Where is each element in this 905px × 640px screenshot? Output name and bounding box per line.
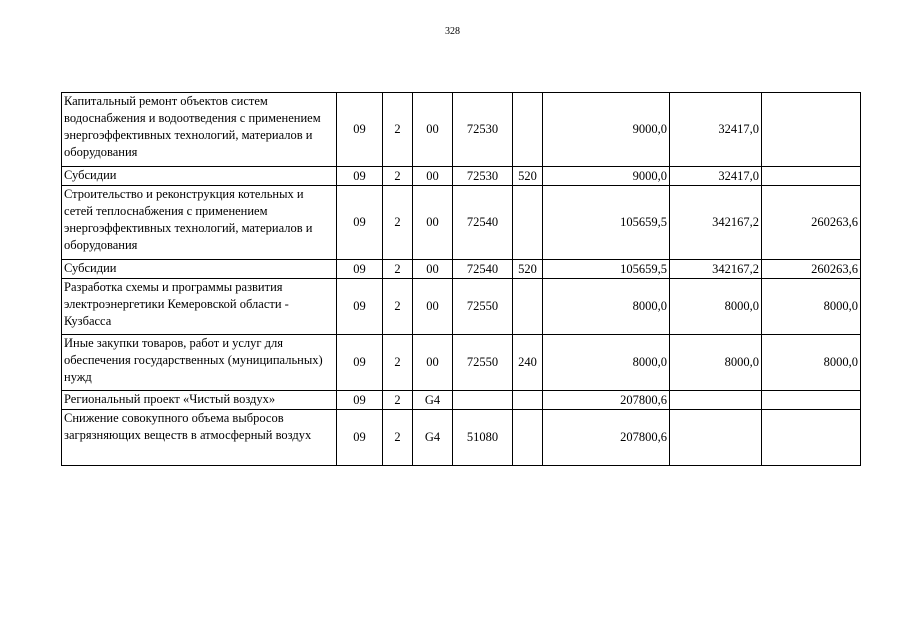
cell-year-1: 105659,5 — [543, 186, 670, 260]
cell-program: 2 — [383, 260, 413, 279]
row-name: Иные закупки товаров, работ и услуг для обеспечения государственных (муниципальных) нужд — [62, 335, 337, 391]
row-name: Строительство и реконструкция котельных и сетей теплоснабжения с применением энергоэффективных технологий, материалов и оборудования — [62, 186, 337, 260]
cell-program: 2 — [383, 186, 413, 260]
row-name: Капитальный ремонт объектов систем водоснабжения и водоотведения с применением энергоэффективных технологий, материалов и оборудования — [62, 93, 337, 167]
cell-direction — [453, 391, 513, 410]
cell-section: 09 — [337, 186, 383, 260]
row-name: Субсидии — [62, 260, 337, 279]
cell-program: 2 — [383, 391, 413, 410]
cell-year-1: 9000,0 — [543, 167, 670, 186]
cell-year-2: 8000,0 — [670, 279, 762, 335]
cell-year-3 — [762, 410, 861, 466]
cell-year-1: 105659,5 — [543, 260, 670, 279]
cell-year-1: 8000,0 — [543, 335, 670, 391]
table-row — [62, 335, 861, 391]
cell-section: 09 — [337, 93, 383, 167]
cell-year-2: 342167,2 — [670, 186, 762, 260]
row-name: Региональный проект «Чистый воздух» — [62, 391, 337, 410]
cell-section: 09 — [337, 167, 383, 186]
cell-expense-type — [513, 391, 543, 410]
cell-year-1: 9000,0 — [543, 93, 670, 167]
cell-year-3 — [762, 93, 861, 167]
cell-year-1: 207800,6 — [543, 391, 670, 410]
cell-expense-type: 520 — [513, 260, 543, 279]
cell-year-2: 342167,2 — [670, 260, 762, 279]
cell-program: 2 — [383, 335, 413, 391]
cell-year-2: 32417,0 — [670, 93, 762, 167]
budget-table-body — [62, 93, 861, 466]
cell-direction: 72550 — [453, 335, 513, 391]
cell-direction: 72540 — [453, 186, 513, 260]
cell-subprogram: 00 — [413, 167, 453, 186]
cell-year-2: 8000,0 — [670, 335, 762, 391]
cell-subprogram: G4 — [413, 410, 453, 466]
cell-direction: 72540 — [453, 260, 513, 279]
cell-year-3: 260263,6 — [762, 186, 861, 260]
cell-program: 2 — [383, 279, 413, 335]
cell-expense-type — [513, 279, 543, 335]
cell-expense-type — [513, 410, 543, 466]
cell-subprogram: 00 — [413, 279, 453, 335]
cell-expense-type — [513, 186, 543, 260]
cell-section: 09 — [337, 260, 383, 279]
table-row — [62, 260, 861, 279]
row-name: Субсидии — [62, 167, 337, 186]
cell-section: 09 — [337, 335, 383, 391]
cell-subprogram: 00 — [413, 260, 453, 279]
cell-year-3 — [762, 167, 861, 186]
table-row — [62, 93, 861, 167]
cell-year-1: 207800,6 — [543, 410, 670, 466]
cell-year-1: 8000,0 — [543, 279, 670, 335]
row-name: Снижение совокупного объема выбросов загрязняющих веществ в атмосферный воздух — [62, 410, 337, 466]
cell-year-3 — [762, 391, 861, 410]
cell-subprogram: 00 — [413, 335, 453, 391]
cell-year-3: 8000,0 — [762, 335, 861, 391]
cell-direction: 51080 — [453, 410, 513, 466]
cell-subprogram: 00 — [413, 93, 453, 167]
cell-expense-type — [513, 93, 543, 167]
table-row — [62, 410, 861, 466]
cell-year-2 — [670, 410, 762, 466]
cell-year-3: 260263,6 — [762, 260, 861, 279]
page-number: 328 — [445, 26, 460, 37]
cell-direction: 72550 — [453, 279, 513, 335]
table-row — [62, 186, 861, 260]
table-row — [62, 167, 861, 186]
row-name: Разработка схемы и программы развития электроэнергетики Кемеровской области - Кузбасса — [62, 279, 337, 335]
cell-direction: 72530 — [453, 167, 513, 186]
cell-expense-type: 520 — [513, 167, 543, 186]
table-row — [62, 279, 861, 335]
cell-year-2 — [670, 391, 762, 410]
budget-table — [61, 92, 861, 466]
cell-year-3: 8000,0 — [762, 279, 861, 335]
cell-direction: 72530 — [453, 93, 513, 167]
table-row — [62, 391, 861, 410]
cell-program: 2 — [383, 410, 413, 466]
cell-program: 2 — [383, 93, 413, 167]
cell-section: 09 — [337, 410, 383, 466]
cell-subprogram: 00 — [413, 186, 453, 260]
cell-program: 2 — [383, 167, 413, 186]
cell-expense-type: 240 — [513, 335, 543, 391]
cell-section: 09 — [337, 279, 383, 335]
cell-year-2: 32417,0 — [670, 167, 762, 186]
cell-subprogram: G4 — [413, 391, 453, 410]
cell-section: 09 — [337, 391, 383, 410]
